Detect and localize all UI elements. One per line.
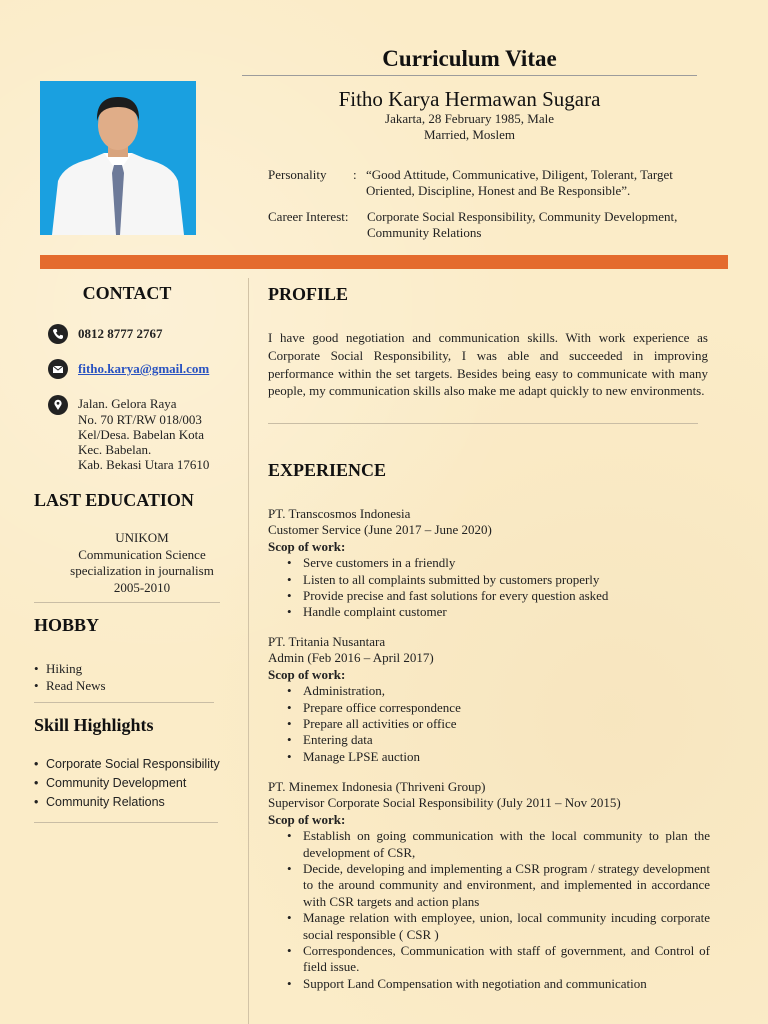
list-item: • Establish on going communication with the local community to plan the development of CSR, xyxy=(303,828,710,861)
personality-label: Personality xyxy=(268,167,327,182)
job-role: Supervisor Corporate Social Responsibility (July 2011 – Nov 2015) xyxy=(268,795,621,811)
list-item: • Listen to all complaints submitted by customers properly xyxy=(303,572,710,588)
list-item: • Provide precise and fast solutions for every question asked xyxy=(303,588,710,604)
phone-number: 0812 8777 2767 xyxy=(78,326,163,341)
education-school: UNIKOM xyxy=(115,530,169,545)
list-item: • Handle complaint customer xyxy=(303,604,710,620)
list-item: • Prepare all activities or office xyxy=(303,716,710,732)
location-pin-icon xyxy=(48,395,68,415)
job-scope-label: Scop of work: xyxy=(268,538,346,554)
education-heading: LAST EDUCATION xyxy=(34,490,194,510)
address-line: Kab. Bekasi Utara 17610 xyxy=(78,457,210,472)
candidate-name: Fitho Karya Hermawan Sugara xyxy=(338,87,601,111)
contact-heading: CONTACT xyxy=(82,283,172,303)
email-link[interactable]: fitho.karya@gmail.com xyxy=(78,361,210,376)
experience-job xyxy=(268,634,710,765)
marital-info: Married, Moslem xyxy=(424,127,515,142)
list-item: • Serve customers in a friendly xyxy=(303,555,710,571)
list-item: • Prepare office correspondence xyxy=(303,700,710,716)
career-interest-line1: Corporate Social Responsibility, Community Development, xyxy=(367,209,678,224)
list-item: • Decide, developing and implementing a CSR program / strategy development to the around community and environment, and implemented in accordance with CSR targets and action plans xyxy=(303,861,710,910)
job-task-list xyxy=(268,555,710,621)
section-divider xyxy=(34,602,220,603)
job-role: Customer Service (June 2017 – June 2020) xyxy=(268,522,492,538)
birth-info: Jakarta, 28 February 1985, Male xyxy=(385,111,554,126)
list-item: • Administration, xyxy=(303,683,710,699)
education-years: 2005-2010 xyxy=(113,580,171,595)
list-item: • Manage LPSE auction xyxy=(303,749,710,765)
experience-job xyxy=(268,779,710,992)
job-scope-label: Scop of work: xyxy=(268,666,346,682)
list-item: • Manage relation with employee, union, local community incuding corporate social responsible ( CSR ) xyxy=(303,910,710,943)
section-divider xyxy=(34,702,214,703)
job-company: PT. Transcosmos Indonesia xyxy=(268,506,411,521)
skills-heading: Skill Highlights xyxy=(34,715,154,735)
address-line: Jalan. Gelora Raya xyxy=(78,396,177,411)
personality-separator: : xyxy=(353,167,357,182)
job-task-list xyxy=(268,683,710,765)
job-task-list xyxy=(268,828,710,992)
address-line: No. 70 RT/RW 018/003 xyxy=(78,412,202,427)
skills-list xyxy=(34,755,220,812)
job-company: PT. Minemex Indonesia (Thriveni Group) xyxy=(268,779,486,794)
list-item: • Community Development xyxy=(34,774,220,793)
address-line: Kec. Babelan. xyxy=(78,442,152,457)
experience-job xyxy=(268,506,710,621)
section-divider xyxy=(34,822,218,823)
list-item: • Hiking xyxy=(34,661,106,678)
list-item: • Entering data xyxy=(303,732,710,748)
experience-heading: EXPERIENCE xyxy=(268,460,387,480)
education-major: Communication Science xyxy=(78,547,206,562)
column-divider xyxy=(248,278,249,1024)
person-portrait-icon xyxy=(40,81,196,235)
job-company: PT. Tritania Nusantara xyxy=(268,634,386,649)
list-item: • Corporate Social Responsibility xyxy=(34,755,220,774)
profile-text: I have good negotiation and communication skills. With work experience as Corporate Social Responsibility, I was able and succeeded in improving performance within the set targets. Besides being easy to communicate with many people, my communication skills also make me adapt quickly to new environments. xyxy=(268,330,708,399)
job-scope-label: Scop of work: xyxy=(268,811,346,827)
profile-photo xyxy=(40,81,196,235)
list-item: • Read News xyxy=(34,678,106,695)
phone-icon xyxy=(48,324,68,344)
career-interest-label: Career Interest: xyxy=(268,209,349,224)
mail-icon xyxy=(48,359,68,379)
career-interest-line2: Community Relations xyxy=(367,225,482,240)
title-divider xyxy=(242,75,697,76)
section-divider xyxy=(268,423,698,424)
list-item: • Support Land Compensation with negotiation and communication xyxy=(303,976,710,992)
hobby-list xyxy=(34,661,106,694)
personality-text-line1: “Good Attitude, Communicative, Diligent, Tolerant, Target xyxy=(366,167,673,182)
list-item: • Correspondences, Communication with staff of government, and Control of field issue. xyxy=(303,943,710,976)
document-title: Curriculum Vitae xyxy=(382,46,557,71)
profile-heading: PROFILE xyxy=(268,284,349,304)
hobby-heading: HOBBY xyxy=(34,615,100,635)
address-line: Kel/Desa. Babelan Kota xyxy=(78,427,204,442)
job-role: Admin (Feb 2016 – April 2017) xyxy=(268,650,434,666)
accent-bar xyxy=(40,255,728,269)
education-specialization: specialization in journalism xyxy=(70,563,214,578)
list-item: • Community Relations xyxy=(34,793,220,812)
personality-text-line2: Oriented, Discipline, Honest and Be Responsible”. xyxy=(366,183,631,198)
